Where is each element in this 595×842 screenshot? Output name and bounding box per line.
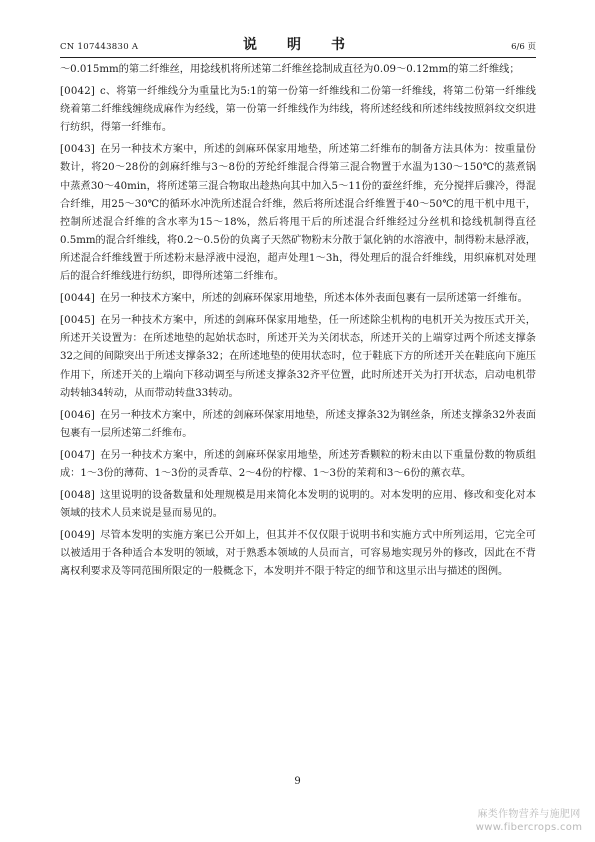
paragraph-number: [0045]	[60, 315, 96, 327]
publication-number: CN 107443830 A	[60, 42, 139, 52]
paragraph-continuation	[60, 61, 536, 79]
paragraph-0043	[60, 141, 536, 286]
page-header	[60, 32, 536, 56]
paragraph-text: ～0.015mm的第二纤维丝，用捻线机将所述第二纤维丝捻制成直径为0.09～0.12mm的第二纤维线；	[60, 64, 520, 75]
paragraph-0044	[60, 290, 536, 308]
paragraph-number: [0044]	[60, 293, 96, 305]
paragraph-text: 这里说明的设备数量和处理规模是用来简化本发明的说明的。对本发明的应用、修改和变化对本领域的技术人员来说是显而易见的。	[60, 490, 536, 520]
paragraph-text: 在另一种技术方案中，所述的剑麻环保家用地垫，所述支撑条32为钢丝条，所述支撑条32外表面包裹有一层所述第二纤维布。	[60, 409, 536, 439]
paragraph-text: 在另一种技术方案中，所述的剑麻环保家用地垫，任一所述除尘机构的电机开关为按压式开关，所述开关设置为：在所述地垫的起始状态时，所述开关为关闭状态，所述开关的上端穿过两个所述支撑条32之间的间隙突出于所述支撑条32；在所述地垫的使用状态时，位于鞋底下方的所述开关在鞋底向下施压作用下，所述开关的上端向下移动调至与所述支撑条32齐平位置，此时所述开关为打开状态，启动电机带动转轴34转动，从而带动转盘33转动。	[60, 315, 536, 399]
header-divider	[60, 57, 536, 58]
paragraph-number: [0049]	[60, 530, 96, 542]
paragraph-0049	[60, 527, 536, 581]
paragraph-number: [0047]	[60, 449, 96, 461]
paragraph-0048	[60, 487, 536, 523]
page-number: 9	[294, 776, 301, 787]
paragraph-text: 在另一种技术方案中，所述的剑麻环保家用地垫，所述本体外表面包裹有一层所述第一纤维布。	[100, 293, 528, 305]
paragraph-text: c、将第一纤维线分为重量比为5:1的第一份第一纤维线和二份第一纤维线，将第二份第一纤维线绕着第二纤维线缠绕成麻作为经线，第一份第一纤维线作为纬线，将所述经线和所述纬线按照斜纹交织进行纺织，得第一纤维布。	[60, 86, 536, 134]
paragraph-number: [0046]	[60, 409, 96, 421]
document-body	[60, 61, 536, 582]
watermark-site-name: 麻类作物营养与施肥网	[477, 809, 581, 820]
paragraph-number: [0042]	[60, 86, 96, 98]
paragraph-0047	[60, 447, 536, 483]
paragraph-number: [0048]	[60, 490, 96, 502]
page-indicator: 6/6 页	[511, 42, 536, 52]
document-title: 说 明 书	[243, 37, 353, 53]
site-watermark	[467, 808, 591, 834]
paragraph-text: 在另一种技术方案中，所述的剑麻环保家用地垫，所述第二纤维布的制备方法具体为：按重量份数计，将20～28份的剑麻纤维与3～8份的芳纶纤维混合得第三混合物置于水温为130～150℃的蒸煮锅中蒸煮30～40min，将所述第三混合物取出趁热向其中加入5～11份的蚕丝纤维，充分搅拌后骤冷，得混合纤维，用25～30℃的循环水冲洗所述混合纤维，然后将所述混合纤维置于40～50℃的甩干机中甩干，控制所述混合纤维的含水率为15～18%，然后将甩干后的所述混合纤维经过分丝机和捻线机制得直径0.5mm的混合纤维线，将0.2～0.5份的负离子天然矿物粉末分散于氯化钠的水溶液中，制得粉末悬浮液，所述混合纤维线置于所述粉末悬浮液中浸泡，超声处理1～3h，得处理后的混合纤维线，用织麻机对处理后的混合纤维线进行纺织，即得所述第二纤维布。	[60, 144, 536, 283]
watermark-url: www.fibercrops.com	[475, 822, 583, 833]
paragraph-number: [0043]	[60, 144, 96, 156]
paragraph-0046	[60, 407, 536, 443]
paragraph-text: 尽管本发明的实施方案已公开如上，但其并不仅仅限于说明书和实施方式中所列运用，它完全可以被适用于各种适合本发明的领域，对于熟悉本领域的人员而言，可容易地实现另外的修改，因此在不背离权利要求及等同范围所限定的一般概念下，本发明并不限于特定的细节和这里示出与描述的图例。	[60, 530, 536, 578]
paragraph-text: 在另一种技术方案中，所述的剑麻环保家用地垫，所述芳香颗粒的粉末由以下重量份数的物质组成：1～3份的薄荷、1～3份的灵香草、2～4份的柠檬、1～3份的茉莉和3～6份的薰衣草。	[60, 449, 536, 479]
paragraph-0042	[60, 83, 536, 137]
paragraph-0045	[60, 312, 536, 402]
